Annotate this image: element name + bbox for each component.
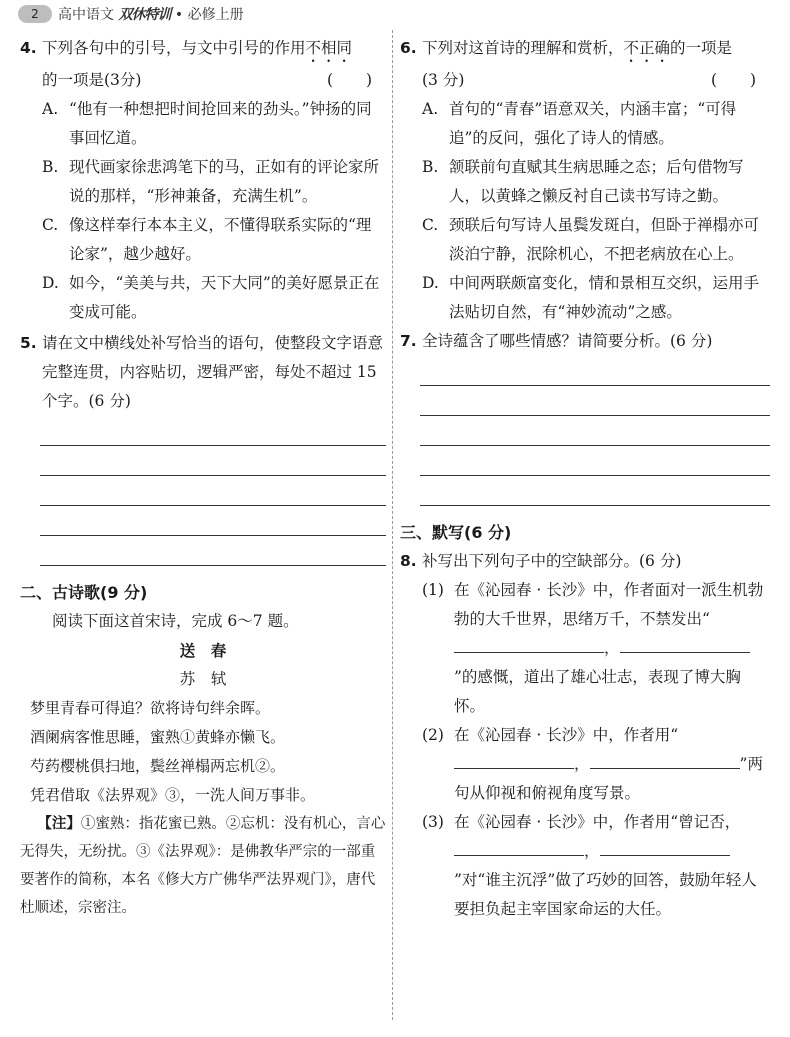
fill-blank[interactable] [590, 750, 740, 769]
page-header [18, 4, 244, 24]
fill-item: (1) 在《沁园春 · 长沙》中，作者面对一派生机勃勃的大千世界，思绪万千，不禁发出“，”的感慨，道出了雄心壮志，表现了博大胸怀。 [422, 581, 764, 715]
note-label: 【注】 [37, 815, 81, 832]
question-stem: 下列各句中的引号，与文中引号的作用不相同 的一项是(3分) ( ) [42, 34, 386, 95]
question-8 [400, 547, 770, 576]
question-stem: 下列对这首诗的理解和赏析，不正确的一项是 (3 分) ( ) [422, 34, 770, 95]
right-column [400, 34, 770, 924]
question-stem: 全诗蕴含了哪些情感？请简要分析。(6 分) [422, 332, 713, 350]
poem-line: 酒阑病客惟思睡，蜜熟①黄蜂亦懒飞。 [30, 728, 286, 746]
note-text: ①蜜熟：指花蜜已熟。②忘机：没有机心，言心无得失，无纷扰。③《法界观》：是佛教华严宗的一部重要著作的简称，本名《修大方广佛华严法界观门》，唐代杜顺述，宗密注。 [20, 816, 386, 916]
option[interactable]: C. 颈联后句写诗人虽鬓发斑白，但卧于禅榻亦可淡泊宁静，泯除机心，不把老病放在心上。 [422, 216, 760, 263]
answer-line[interactable] [40, 506, 386, 536]
header-logo: 双休特训 [118, 7, 171, 23]
question-4 [20, 34, 386, 95]
answer-line[interactable] [420, 416, 770, 446]
left-column [20, 34, 386, 922]
option[interactable]: D. 中间两联颇富变化，情和景相互交织，运用手法贴切自然，有“神妙流动”之感。 [422, 274, 760, 321]
section-title: 三、默写(6 分) [400, 523, 512, 542]
section-intro: 阅读下面这首宋诗，完成 6～7 题。 [52, 612, 299, 630]
poem-notes [20, 810, 386, 922]
option[interactable]: C. 像这样奉行本本主义，不懂得联系实际的“理论家”，越少越好。 [42, 216, 372, 263]
fill-blank[interactable] [600, 837, 730, 856]
answer-paren[interactable]: ( ) [710, 71, 770, 89]
question-stem: 补写出下列句子中的空缺部分。(6 分) [422, 552, 682, 570]
answer-line[interactable] [40, 416, 386, 446]
question-number: 6. [400, 39, 417, 57]
question-7 [400, 327, 770, 356]
option[interactable]: A. 首句的“青春”语意双关，内涵丰富；“可得追”的反问，强化了诗人的情感。 [422, 100, 737, 147]
column-divider [392, 30, 393, 1020]
answer-line[interactable] [40, 476, 386, 506]
poem-line: 芍药樱桃俱扫地，鬓丝禅榻两忘机②。 [30, 757, 286, 775]
page-number: 2 [18, 5, 52, 23]
fill-blank[interactable] [454, 837, 584, 856]
fill-blank[interactable] [454, 750, 574, 769]
answer-line[interactable] [420, 446, 770, 476]
question-5 [20, 329, 386, 416]
poem-line: 凭君借取《法界观》③，一洗人间万事非。 [30, 786, 316, 804]
option[interactable]: B. 现代画家徐悲鸿笔下的马，正如有的评论家所说的那样，“形神兼备，充满生机”。 [42, 158, 380, 205]
fill-item: (2) 在《沁园春 · 长沙》中，作者用“， ”两句从仰视和俯视角度写景。 [422, 726, 763, 802]
poem-body [20, 694, 386, 810]
option[interactable]: B. 颔联前句直赋其生病思睡之态；后句借物写人，以黄蜂之懒反衬自己读书写诗之勤。 [422, 158, 744, 205]
fill-item: (3) 在《沁园春 · 长沙》中，作者用“曾记否，，”对“谁主沉浮”做了巧妙的回答，鼓励年轻人要担负起主宰国家命运的大任。 [422, 813, 757, 918]
poem-author: 苏 轼 [179, 670, 227, 688]
option[interactable]: A. “他有一种想把时间抢回来的劲头。”钟扬的同事回忆道。 [42, 100, 372, 147]
fill-blank[interactable] [454, 634, 604, 653]
question-6 [400, 34, 770, 95]
question-number: 4. [20, 39, 37, 57]
section-title: 二、古诗歌(9 分) [20, 583, 148, 602]
poem-title: 送 春 [179, 641, 227, 660]
header-series: • 必修上册 [174, 7, 244, 23]
header-title [58, 4, 244, 24]
header-subject: 高中语文 [58, 7, 114, 23]
poem-line: 梦里青春可得追？欲将诗句绊余晖。 [30, 699, 271, 717]
answer-line[interactable] [420, 356, 770, 386]
question-number: 8. [400, 552, 417, 570]
question-number: 5. [20, 334, 37, 352]
question-stem: 请在文中横线处补写恰当的语句，使整段文字语意完整连贯，内容贴切，逻辑严密，每处不超过 15 个字。(6 分) [42, 334, 384, 410]
answer-line[interactable] [420, 386, 770, 416]
answer-line[interactable] [40, 536, 386, 566]
question-number: 7. [400, 332, 417, 350]
fill-blank[interactable] [620, 634, 750, 653]
answer-line[interactable] [420, 476, 770, 506]
answer-line[interactable] [40, 446, 386, 476]
answer-paren[interactable]: ( ) [326, 71, 386, 89]
option[interactable]: D. 如今，“美美与共，天下大同”的美好愿景正在变成可能。 [42, 274, 380, 321]
